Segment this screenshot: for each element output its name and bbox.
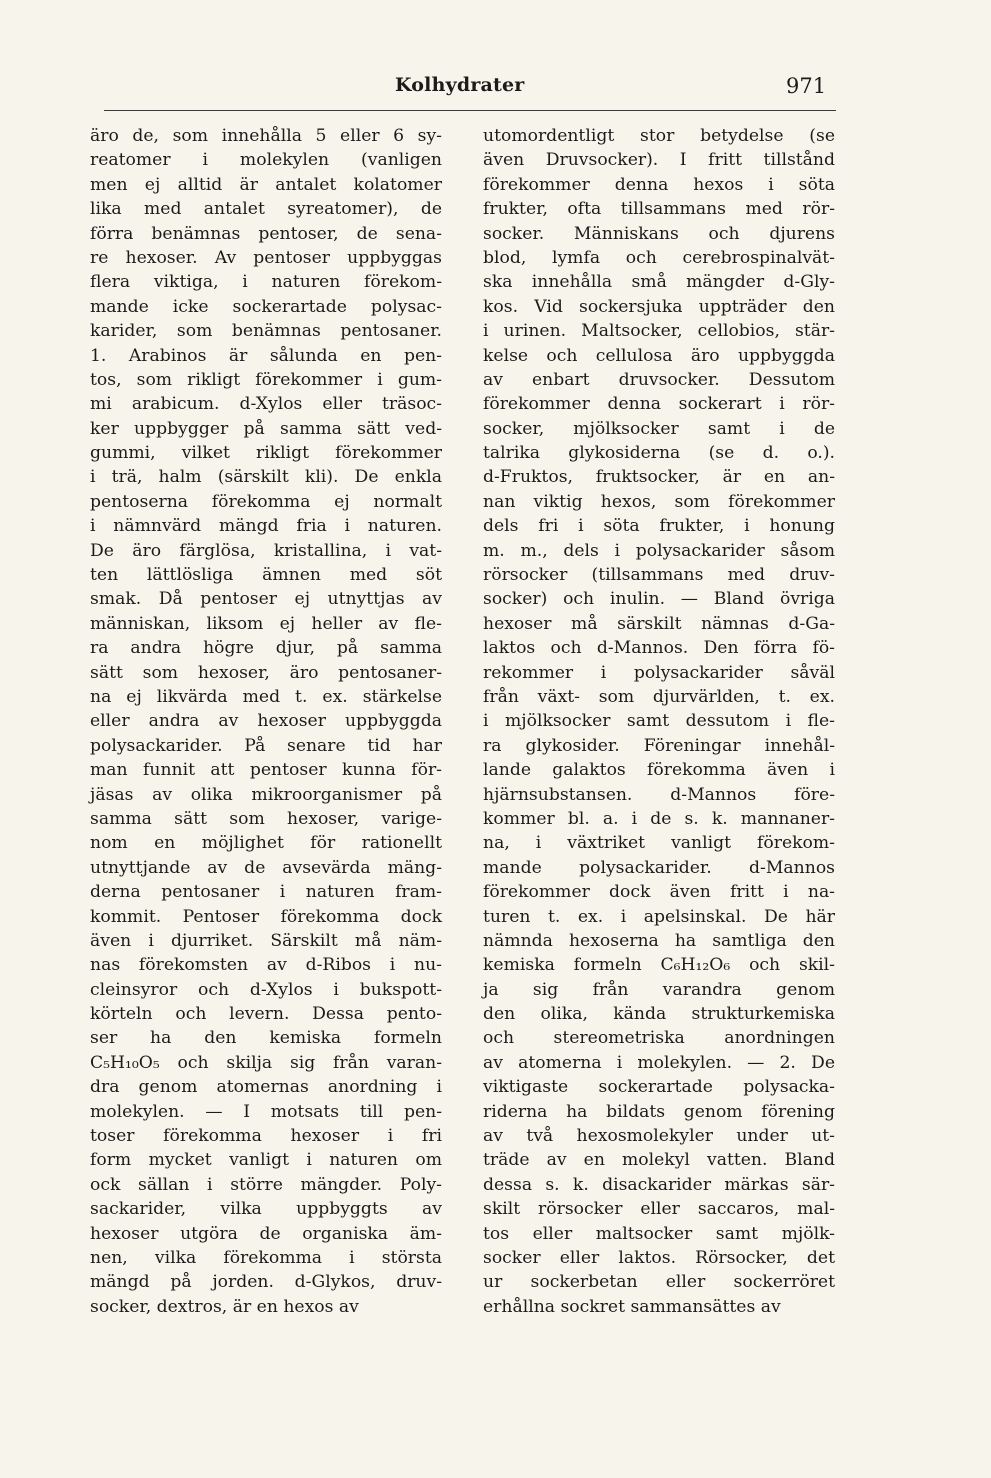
text-line: nen, vilka förekomma i största bbox=[90, 1247, 442, 1268]
text-line: den olika, kända strukturkemiska bbox=[483, 1004, 835, 1025]
text-line: viktigaste sockerartade polysacka- bbox=[483, 1077, 835, 1098]
text-line: rörsocker (tillsammans med druv- bbox=[483, 565, 835, 586]
text-line: ock sällan i större mängder. Poly- bbox=[90, 1174, 442, 1195]
text-line: även Druvsocker). I fritt tillstånd bbox=[483, 150, 835, 171]
text-line: De äro färglösa, kristallina, i vat- bbox=[90, 540, 442, 561]
text-line: polysackarider. På senare tid har bbox=[90, 735, 442, 756]
text-line: nas förekomsten av d-Ribos i nu- bbox=[90, 955, 442, 976]
text-line: människan, liksom ej heller av fle- bbox=[90, 613, 442, 634]
text-line: dra genom atomernas anordning i bbox=[90, 1077, 442, 1098]
text-line: sackarider, vilka uppbyggts av bbox=[90, 1199, 442, 1220]
text-line: smak. Då pentoser ej utnyttjas av bbox=[90, 589, 442, 610]
text-line: 1. Arabinos är sålunda en pen- bbox=[90, 345, 442, 366]
text-line: turen t. ex. i apelsinskal. De här bbox=[483, 906, 835, 927]
text-line: nom en möjlighet för rationellt bbox=[90, 833, 442, 854]
text-line: av enbart druvsocker. Dessutom bbox=[483, 369, 835, 390]
text-line: mängd på jorden. d-Glykos, druv- bbox=[90, 1272, 442, 1293]
text-line: form mycket vanligt i naturen om bbox=[90, 1150, 442, 1171]
text-line: kommer bl. a. i de s. k. mannaner- bbox=[483, 808, 835, 829]
text-line: re hexoser. Av pentoser uppbyggas bbox=[90, 247, 442, 268]
text-line: förekommer dock även fritt i na- bbox=[483, 882, 835, 903]
text-line: samma sätt som hexoser, varige- bbox=[90, 808, 442, 829]
text-line: kemiska formeln C₆H₁₂O₆ och skil- bbox=[483, 955, 835, 976]
right-text-column bbox=[483, 124, 835, 1319]
text-line: ra glykosider. Föreningar innehål- bbox=[483, 735, 835, 756]
left-text-column bbox=[90, 124, 442, 1319]
text-line: eller andra av hexoser uppbyggda bbox=[90, 711, 442, 732]
text-line: ker uppbygger på samma sätt ved- bbox=[90, 418, 442, 439]
text-line: i mjölksocker samt dessutom i fle- bbox=[483, 711, 835, 732]
text-line: ur sockerbetan eller sockerröret bbox=[483, 1272, 835, 1293]
text-line: dels fri i söta frukter, i honung bbox=[483, 516, 835, 537]
text-line: i nämnvärd mängd fria i naturen. bbox=[90, 516, 442, 537]
text-line: riderna ha bildats genom förening bbox=[483, 1101, 835, 1122]
text-line: träde av en molekyl vatten. Bland bbox=[483, 1150, 835, 1171]
text-line: socker, dextros, är en hexos av bbox=[90, 1296, 359, 1317]
header-rule bbox=[104, 110, 836, 111]
text-line: na ej likvärda med t. ex. stärkelse bbox=[90, 686, 442, 707]
text-line: kommit. Pentoser förekomma dock bbox=[90, 906, 442, 927]
text-line: sätt som hexoser, äro pentosaner- bbox=[90, 662, 442, 683]
text-line: kos. Vid sockersjuka uppträder den bbox=[483, 296, 835, 317]
text-line: socker, mjölksocker samt i de bbox=[483, 418, 835, 439]
text-line: socker. Människans och djurens bbox=[483, 223, 835, 244]
text-line: laktos och d-Mannos. Den förra fö- bbox=[483, 638, 835, 659]
text-line: nämnda hexoserna ha samtliga den bbox=[483, 930, 835, 951]
text-line: socker eller laktos. Rörsocker, det bbox=[483, 1247, 835, 1268]
text-line: blod, lymfa och cerebrospinalvät- bbox=[483, 247, 835, 268]
text-line: även i djurriket. Särskilt må näm- bbox=[90, 930, 442, 951]
text-line: d-Fruktos, fruktsocker, är en an- bbox=[483, 467, 835, 488]
text-line: i trä, halm (särskilt kli). De enkla bbox=[90, 467, 442, 488]
text-line: talrika glykosiderna (se d. o.). bbox=[483, 443, 835, 464]
text-line: karider, som benämnas pentosaner. bbox=[90, 321, 442, 342]
text-line: pentoserna förekomma ej normalt bbox=[90, 491, 442, 512]
text-line: utomordentligt stor betydelse (se bbox=[483, 126, 835, 146]
text-line: socker) och inulin. — Bland övriga bbox=[483, 589, 835, 610]
text-line: lande galaktos förekomma även i bbox=[483, 760, 835, 781]
text-line: förekommer denna hexos i söta bbox=[483, 174, 835, 195]
text-line: lika med antalet syreatomer), de bbox=[90, 199, 442, 220]
page-number: 971 bbox=[786, 74, 827, 98]
text-line: och stereometriska anordningen bbox=[483, 1028, 835, 1049]
text-line: skilt rörsocker eller saccaros, mal- bbox=[483, 1199, 835, 1220]
text-line: flera viktiga, i naturen förekom- bbox=[90, 272, 442, 293]
text-line: ten lättlösliga ämnen med söt bbox=[90, 565, 442, 586]
text-line: nan viktig hexos, som förekommer bbox=[483, 491, 835, 512]
text-line: körteln och levern. Dessa pento- bbox=[90, 1004, 442, 1025]
text-line: jäsas av olika mikroorganismer på bbox=[90, 784, 442, 805]
text-line: mi arabicum. d-Xylos eller träsoc- bbox=[90, 394, 442, 415]
text-line: mande icke sockerartade polysac- bbox=[90, 296, 442, 317]
text-line: tos, som rikligt förekommer i gum- bbox=[90, 369, 442, 390]
text-line: hexoser utgöra de organiska äm- bbox=[90, 1223, 442, 1244]
text-line: na, i växtriket vanligt förekom- bbox=[483, 833, 835, 854]
text-line: gummi, vilket rikligt förekommer bbox=[90, 443, 442, 464]
text-line: derna pentosaner i naturen fram- bbox=[90, 882, 442, 903]
text-line: dessa s. k. disackarider märkas sär- bbox=[483, 1174, 835, 1195]
text-line: cleinsyror och d-Xylos i bukspott- bbox=[90, 979, 442, 1000]
text-line: mande polysackarider. d-Mannos bbox=[483, 857, 835, 878]
text-line: rekommer i polysackarider såväl bbox=[483, 662, 835, 683]
text-line: hjärnsubstansen. d-Mannos före- bbox=[483, 784, 835, 805]
text-line: i urinen. Maltsocker, cellobios, stär- bbox=[483, 321, 835, 342]
text-line: men ej alltid är antalet kolatomer bbox=[90, 174, 442, 195]
text-line: ska innehålla små mängder d-Gly- bbox=[483, 272, 835, 293]
text-line: ra andra högre djur, på samma bbox=[90, 638, 442, 659]
text-line: förekommer denna sockerart i rör- bbox=[483, 394, 835, 415]
text-line: frukter, ofta tillsammans med rör- bbox=[483, 199, 835, 220]
text-line: man funnit att pentoser kunna för- bbox=[90, 760, 442, 781]
text-line: reatomer i molekylen (vanligen bbox=[90, 150, 442, 171]
text-line: kelse och cellulosa äro uppbyggda bbox=[483, 345, 835, 366]
running-title: Kolhydrater bbox=[395, 74, 525, 96]
text-line: äro de, som innehålla 5 eller 6 sy- bbox=[90, 126, 442, 146]
text-line: hexoser må särskilt nämnas d-Ga- bbox=[483, 613, 835, 634]
text-line: C₅H₁₀O₅ och skilja sig från varan- bbox=[90, 1052, 442, 1073]
text-line: av två hexosmolekyler under ut- bbox=[483, 1126, 835, 1147]
text-line: toser förekomma hexoser i fri bbox=[90, 1126, 442, 1147]
text-line: erhållna sockret sammansättes av bbox=[483, 1296, 781, 1317]
text-line: ja sig från varandra genom bbox=[483, 979, 835, 1000]
text-line: molekylen. — I motsats till pen- bbox=[90, 1101, 442, 1122]
text-line: utnyttjande av de avsevärda mäng- bbox=[90, 857, 442, 878]
text-line: ser ha den kemiska formeln bbox=[90, 1028, 442, 1049]
text-line: tos eller maltsocker samt mjölk- bbox=[483, 1223, 835, 1244]
text-line: från växt- som djurvärlden, t. ex. bbox=[483, 686, 835, 707]
text-line: m. m., dels i polysackarider såsom bbox=[483, 540, 835, 561]
text-line: förra benämnas pentoser, de sena- bbox=[90, 223, 442, 244]
text-line: av atomerna i molekylen. — 2. De bbox=[483, 1052, 835, 1073]
